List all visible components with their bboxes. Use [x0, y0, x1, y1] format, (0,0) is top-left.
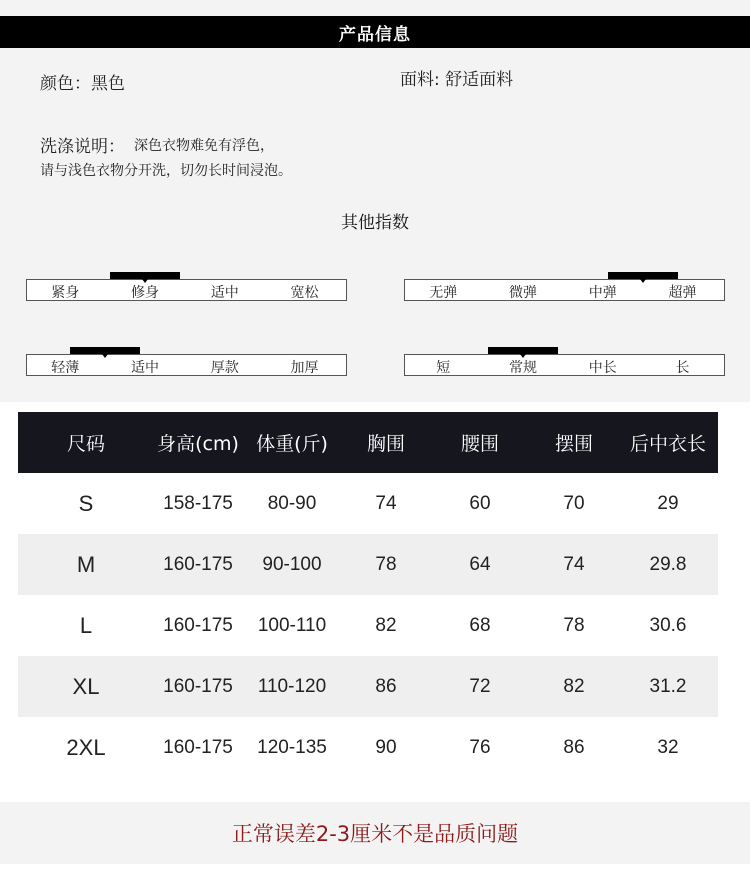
indices-heading: 其他指数 — [341, 213, 409, 233]
scale-label: 微弹 — [509, 285, 538, 301]
cell-hem: 74 — [563, 553, 585, 575]
scale-label: 加厚 — [290, 360, 319, 376]
cell-height: 160-175 — [163, 736, 233, 758]
cell-back-length: 31.2 — [649, 675, 687, 697]
fit-scale-marker — [110, 272, 180, 279]
cell-waist: 68 — [469, 614, 491, 636]
scale-label: 超弹 — [668, 285, 697, 301]
cell-height: 160-175 — [163, 614, 233, 636]
cell-chest: 86 — [375, 675, 397, 697]
cell-weight: 80-90 — [267, 492, 317, 514]
thickness-scale — [26, 354, 347, 376]
table-row — [18, 595, 718, 656]
cell-back-length: 32 — [657, 736, 679, 758]
scale-label: 常规 — [509, 360, 538, 376]
scale-label: 无弹 — [429, 285, 458, 301]
header-chest: 胸围 — [366, 433, 405, 455]
elasticity-scale — [404, 279, 725, 301]
scale-label: 长 — [675, 360, 690, 376]
scale-label: 修身 — [131, 285, 160, 301]
scale-label: 短 — [436, 360, 451, 376]
scale-label: 厚款 — [210, 360, 239, 376]
cell-weight: 110-120 — [257, 675, 327, 697]
cell-waist: 76 — [469, 736, 491, 758]
table-row — [18, 656, 718, 717]
cell-back-length: 29 — [657, 492, 679, 514]
thickness-scale-marker — [70, 347, 140, 354]
cell-waist: 72 — [469, 675, 491, 697]
cell-hem: 86 — [563, 736, 585, 758]
cell-chest: 74 — [375, 492, 397, 514]
cell-weight: 90-100 — [262, 553, 322, 575]
cell-weight: 120-135 — [257, 736, 327, 758]
header-back-length: 后中衣长 — [629, 433, 706, 455]
header-size: 尺码 — [66, 433, 105, 455]
length-scale-marker — [488, 347, 558, 354]
header-weight: 体重(斤) — [256, 433, 328, 455]
cell-chest: 90 — [375, 736, 397, 758]
scale-label: 中弹 — [588, 285, 617, 301]
scale-label: 轻薄 — [51, 360, 80, 376]
section-title: 产品信息 — [0, 16, 750, 48]
cell-waist: 64 — [469, 553, 491, 575]
header-height: 身高(cm) — [157, 433, 239, 455]
cell-chest: 82 — [375, 614, 397, 636]
cell-hem: 78 — [563, 614, 585, 636]
wash-label: 洗涤说明： — [40, 137, 125, 157]
wash-line-2: 请与浅色衣物分开洗，切勿长时间浸泡。 — [40, 163, 292, 179]
size-table — [18, 412, 718, 778]
cell-height: 160-175 — [163, 553, 233, 575]
cell-back-length: 29.8 — [649, 553, 687, 575]
product-info-panel — [0, 0, 750, 402]
cell-size: S — [78, 490, 94, 516]
cell-hem: 70 — [563, 492, 585, 514]
cell-height: 158-175 — [163, 492, 233, 514]
length-scale — [404, 354, 725, 376]
cell-size: 2XL — [66, 734, 106, 760]
header-waist: 腰围 — [460, 433, 499, 455]
cell-weight: 100-110 — [257, 614, 327, 636]
header-hem: 摆围 — [554, 433, 593, 455]
scale-label: 宽松 — [290, 285, 319, 301]
scale-label: 适中 — [210, 285, 239, 301]
table-row — [18, 534, 718, 595]
cell-size: XL — [72, 673, 100, 699]
scale-label: 适中 — [131, 360, 160, 376]
tolerance-note: 正常误差2-3厘米不是品质问题 — [0, 802, 750, 864]
cell-height: 160-175 — [163, 675, 233, 697]
size-table-header — [18, 412, 718, 473]
cell-size: M — [76, 551, 96, 577]
cell-size: L — [79, 612, 93, 638]
table-row — [18, 717, 718, 778]
cell-back-length: 30.6 — [649, 614, 687, 636]
fabric-info: 面料: 舒适面料 — [400, 70, 514, 90]
fit-scale — [26, 279, 347, 301]
table-row — [18, 473, 718, 534]
wash-line-1: 深色衣物难免有浮色， — [134, 138, 274, 154]
cell-chest: 78 — [375, 553, 397, 575]
scale-label: 中长 — [588, 360, 617, 376]
scale-label: 紧身 — [51, 285, 80, 301]
cell-waist: 60 — [469, 492, 491, 514]
color-info: 颜色：黑色 — [40, 74, 125, 94]
elasticity-scale-marker — [608, 272, 678, 279]
cell-hem: 82 — [563, 675, 585, 697]
